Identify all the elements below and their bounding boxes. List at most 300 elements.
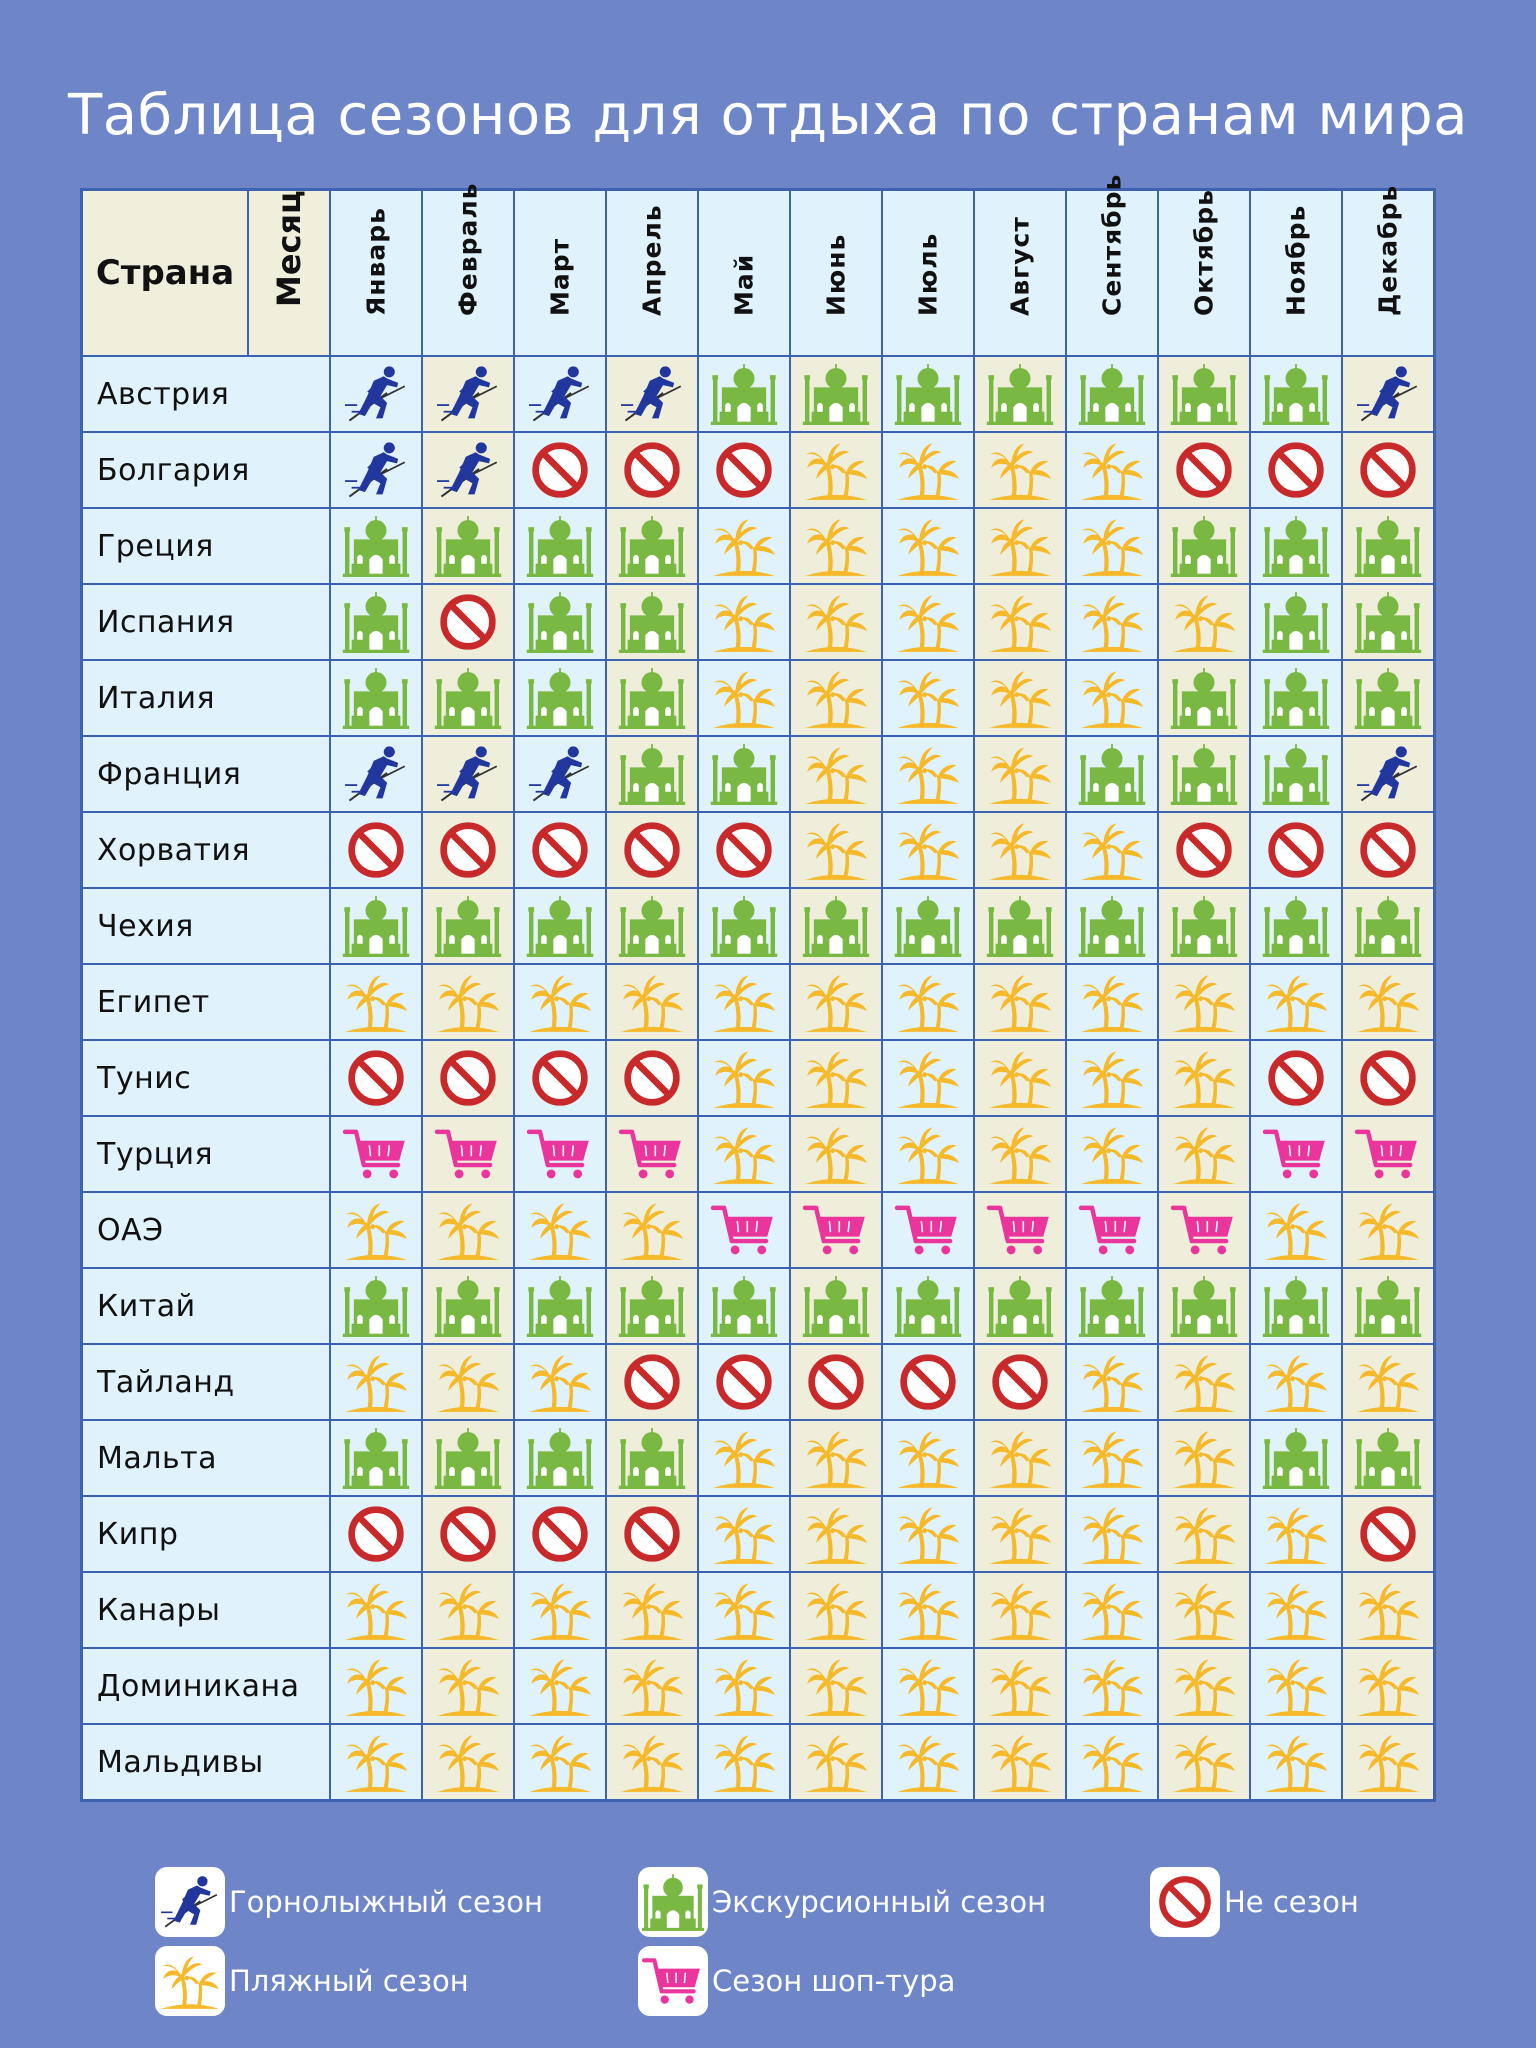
season-cell — [422, 1344, 514, 1420]
season-cell — [974, 1268, 1066, 1344]
shopping-cart-icon — [1251, 1123, 1341, 1185]
season-cell — [606, 1344, 698, 1420]
month-header-label: Май — [729, 253, 759, 316]
palm-trees-icon — [883, 515, 973, 577]
palm-trees-icon — [1343, 1351, 1433, 1413]
season-cell — [790, 1192, 882, 1268]
prohibited-icon — [331, 1503, 421, 1565]
palm-trees-icon — [699, 1427, 789, 1489]
palm-trees-icon — [791, 743, 881, 805]
temple-icon — [1251, 743, 1341, 805]
palm-trees-icon — [607, 1655, 697, 1717]
shopping-cart-icon — [607, 1123, 697, 1185]
season-cell — [974, 508, 1066, 584]
season-cell — [514, 1344, 606, 1420]
palm-trees-icon — [1159, 591, 1249, 653]
season-cell — [1158, 1648, 1250, 1724]
season-cell — [1250, 1572, 1342, 1648]
temple-icon — [791, 363, 881, 425]
season-cell — [1342, 736, 1435, 812]
season-cell — [606, 1040, 698, 1116]
month-header — [1158, 190, 1250, 357]
season-cell — [1342, 1572, 1435, 1648]
season-cell — [1250, 1344, 1342, 1420]
prohibited-icon — [1159, 439, 1249, 501]
palm-trees-icon — [699, 1731, 789, 1793]
palm-trees-icon — [1251, 971, 1341, 1033]
season-cell — [422, 736, 514, 812]
season-cell — [606, 964, 698, 1040]
temple-icon — [331, 591, 421, 653]
prohibited-icon — [699, 1351, 789, 1413]
season-cell — [422, 1724, 514, 1801]
temple-icon — [791, 895, 881, 957]
palm-trees-icon — [791, 1503, 881, 1565]
palm-trees-icon — [331, 971, 421, 1033]
table-row — [82, 812, 1435, 888]
palm-trees-icon — [331, 1579, 421, 1641]
season-cell — [514, 1268, 606, 1344]
prohibited-icon — [1251, 819, 1341, 881]
table-row — [82, 888, 1435, 964]
season-cell — [1158, 1116, 1250, 1192]
palm-trees-icon — [699, 1655, 789, 1717]
season-cell — [790, 1344, 882, 1420]
palm-trees-icon — [883, 1579, 973, 1641]
palm-trees-icon — [975, 819, 1065, 881]
legend-item-excursion — [638, 1867, 1046, 1937]
month-header — [790, 190, 882, 357]
temple-icon — [607, 1275, 697, 1337]
season-cell — [606, 1420, 698, 1496]
palm-trees-icon — [515, 1199, 605, 1261]
palm-trees-icon — [607, 1579, 697, 1641]
temple-icon — [699, 743, 789, 805]
table-row — [82, 1040, 1435, 1116]
season-cell — [1342, 1040, 1435, 1116]
season-cell — [974, 1496, 1066, 1572]
country-name: Хорватия — [82, 812, 331, 888]
palm-trees-icon — [1159, 1503, 1249, 1565]
season-cell — [1250, 1192, 1342, 1268]
season-cell — [1250, 964, 1342, 1040]
season-cell — [974, 1572, 1066, 1648]
season-cell — [1158, 508, 1250, 584]
temple-icon — [1251, 895, 1341, 957]
palm-trees-icon — [331, 1655, 421, 1717]
season-cell — [330, 1648, 422, 1724]
table-row — [82, 1192, 1435, 1268]
prohibited-icon — [1251, 439, 1341, 501]
table-row — [82, 1648, 1435, 1724]
season-cell — [974, 584, 1066, 660]
season-cell — [698, 1572, 790, 1648]
palm-trees-icon — [1067, 439, 1157, 501]
country-column-header: Страна — [82, 190, 249, 357]
palm-trees-icon — [791, 1655, 881, 1717]
temple-icon — [423, 895, 513, 957]
country-name: Испания — [82, 584, 331, 660]
palm-trees-icon — [1343, 1731, 1433, 1793]
season-cell — [882, 432, 974, 508]
season-cell — [974, 1724, 1066, 1801]
palm-trees-icon — [331, 1199, 421, 1261]
palm-trees-icon — [515, 1731, 605, 1793]
legend-item-off — [1150, 1867, 1359, 1937]
season-cell — [974, 1420, 1066, 1496]
prohibited-icon — [607, 1503, 697, 1565]
header-row — [82, 190, 1435, 357]
page-title: Таблица сезонов для отдыха по странам мира — [68, 83, 1468, 148]
season-cell — [606, 1724, 698, 1801]
season-cell — [1342, 1344, 1435, 1420]
palm-trees-icon — [883, 1655, 973, 1717]
palm-trees-icon — [1067, 971, 1157, 1033]
season-cell — [1066, 1192, 1158, 1268]
season-cell — [1342, 508, 1435, 584]
season-cell — [882, 1192, 974, 1268]
season-cell — [1342, 660, 1435, 736]
season-cell — [514, 812, 606, 888]
shopping-cart-icon — [1067, 1199, 1157, 1261]
shopping-cart-icon — [1343, 1123, 1433, 1185]
season-cell — [1158, 1420, 1250, 1496]
season-cell — [1250, 1116, 1342, 1192]
season-cell — [1158, 1572, 1250, 1648]
palm-trees-icon — [155, 1946, 225, 2016]
palm-trees-icon — [883, 743, 973, 805]
season-cell — [1250, 508, 1342, 584]
season-cell — [1342, 432, 1435, 508]
shopping-cart-icon — [331, 1123, 421, 1185]
season-cell — [422, 508, 514, 584]
table-row — [82, 432, 1435, 508]
country-name: Мальдивы — [82, 1724, 331, 1801]
season-cell — [514, 1648, 606, 1724]
month-header — [882, 190, 974, 357]
season-cell — [974, 736, 1066, 812]
palm-trees-icon — [331, 1351, 421, 1413]
palm-trees-icon — [791, 971, 881, 1033]
month-column-header-label: Месяц — [270, 190, 308, 307]
season-cell — [514, 736, 606, 812]
temple-icon — [1067, 895, 1157, 957]
season-cell — [330, 432, 422, 508]
shopping-cart-icon — [975, 1199, 1065, 1261]
season-cell — [1066, 888, 1158, 964]
temple-icon — [1251, 515, 1341, 577]
season-cell — [974, 1648, 1066, 1724]
season-cell — [790, 432, 882, 508]
table-row — [82, 508, 1435, 584]
season-cell — [514, 432, 606, 508]
season-cell — [790, 584, 882, 660]
country-name: Кипр — [82, 1496, 331, 1572]
temple-icon — [515, 667, 605, 729]
country-name: Египет — [82, 964, 331, 1040]
season-cell — [1066, 1648, 1158, 1724]
palm-trees-icon — [423, 1731, 513, 1793]
season-cell — [514, 888, 606, 964]
temple-icon — [975, 895, 1065, 957]
season-cell — [790, 964, 882, 1040]
temple-icon — [331, 895, 421, 957]
temple-icon — [607, 591, 697, 653]
season-cell — [1158, 888, 1250, 964]
season-cell — [422, 584, 514, 660]
temple-icon — [975, 363, 1065, 425]
skier-icon — [331, 743, 421, 805]
month-header-label: Январь — [361, 207, 391, 316]
season-cell — [974, 660, 1066, 736]
season-cell — [330, 888, 422, 964]
palm-trees-icon — [883, 971, 973, 1033]
season-cell — [422, 1420, 514, 1496]
season-cell — [422, 660, 514, 736]
legend-item-shop — [638, 1946, 955, 2016]
season-cell — [330, 736, 422, 812]
prohibited-icon — [515, 439, 605, 501]
temple-icon — [515, 1275, 605, 1337]
country-name: Австрия — [82, 356, 331, 432]
season-cell — [1342, 1116, 1435, 1192]
prohibited-icon — [1343, 819, 1433, 881]
prohibited-icon — [699, 819, 789, 881]
month-header-label: Сентябрь — [1097, 173, 1127, 316]
season-cell — [422, 888, 514, 964]
season-cell — [698, 1496, 790, 1572]
palm-trees-icon — [791, 1427, 881, 1489]
shopping-cart-icon — [699, 1199, 789, 1261]
season-cell — [606, 888, 698, 964]
palm-trees-icon — [1067, 1503, 1157, 1565]
season-cell — [698, 812, 790, 888]
temple-icon — [331, 1275, 421, 1337]
season-cell — [882, 736, 974, 812]
season-cell — [330, 812, 422, 888]
season-cell — [1066, 1572, 1158, 1648]
season-cell — [882, 888, 974, 964]
palm-trees-icon — [423, 971, 513, 1033]
palm-trees-icon — [1067, 1123, 1157, 1185]
temple-icon — [515, 895, 605, 957]
temple-icon — [638, 1867, 708, 1937]
temple-icon — [1343, 515, 1433, 577]
month-header-label: Июль — [913, 232, 943, 316]
table-body — [82, 356, 1435, 1801]
season-cell — [1158, 812, 1250, 888]
season-cell — [1342, 1268, 1435, 1344]
season-cell — [882, 964, 974, 1040]
season-cell — [422, 1116, 514, 1192]
palm-trees-icon — [699, 971, 789, 1033]
prohibited-icon — [331, 819, 421, 881]
season-cell — [606, 1572, 698, 1648]
season-cell — [1066, 432, 1158, 508]
season-cell — [514, 1496, 606, 1572]
month-header — [1066, 173, 1158, 357]
season-cell — [1250, 1268, 1342, 1344]
month-header-label: Август — [1005, 216, 1035, 316]
palm-trees-icon — [975, 1655, 1065, 1717]
table-row — [82, 964, 1435, 1040]
temple-icon — [699, 895, 789, 957]
prohibited-icon — [423, 1047, 513, 1109]
palm-trees-icon — [975, 1047, 1065, 1109]
palm-trees-icon — [1251, 1655, 1341, 1717]
season-cell — [790, 1268, 882, 1344]
season-cell — [422, 1192, 514, 1268]
palm-trees-icon — [975, 667, 1065, 729]
season-cell — [330, 1420, 422, 1496]
prohibited-icon — [1343, 1503, 1433, 1565]
season-cell — [1250, 888, 1342, 964]
season-cell — [882, 1724, 974, 1801]
legend-label: Не сезон — [1224, 1885, 1359, 1919]
season-cell — [698, 1040, 790, 1116]
season-cell — [606, 1268, 698, 1344]
table-row — [82, 1572, 1435, 1648]
country-name: Канары — [82, 1572, 331, 1648]
palm-trees-icon — [699, 1047, 789, 1109]
season-cell — [514, 1116, 606, 1192]
country-name: Доминикана — [82, 1648, 331, 1724]
season-cell — [422, 964, 514, 1040]
temple-icon — [515, 1427, 605, 1489]
legend-label: Сезон шоп-тура — [712, 1964, 956, 1998]
palm-trees-icon — [1067, 1351, 1157, 1413]
season-cell — [606, 508, 698, 584]
palm-trees-icon — [975, 439, 1065, 501]
month-header-label: Март — [545, 237, 575, 316]
shopping-cart-icon — [515, 1123, 605, 1185]
temple-icon — [331, 1427, 421, 1489]
season-cell — [698, 1116, 790, 1192]
country-name: Греция — [82, 508, 331, 584]
season-cell — [698, 356, 790, 432]
season-cell — [1250, 1724, 1342, 1801]
month-header — [974, 190, 1066, 357]
temple-icon — [607, 895, 697, 957]
temple-icon — [883, 1275, 973, 1337]
season-cell — [422, 1496, 514, 1572]
palm-trees-icon — [331, 1731, 421, 1793]
month-header-label: Июнь — [821, 233, 851, 316]
prohibited-icon — [515, 819, 605, 881]
season-cell — [974, 964, 1066, 1040]
season-cell — [422, 356, 514, 432]
season-cell — [514, 1420, 606, 1496]
temple-icon — [1251, 363, 1341, 425]
season-cell — [330, 964, 422, 1040]
table-row — [82, 1420, 1435, 1496]
country-name: Чехия — [82, 888, 331, 964]
season-cell — [698, 1724, 790, 1801]
season-cell — [882, 1420, 974, 1496]
palm-trees-icon — [1159, 1427, 1249, 1489]
season-cell — [1342, 356, 1435, 432]
season-cell — [422, 1648, 514, 1724]
palm-trees-icon — [699, 667, 789, 729]
season-cell — [1342, 1496, 1435, 1572]
season-cell — [698, 1268, 790, 1344]
palm-trees-icon — [1343, 1579, 1433, 1641]
month-column-header — [248, 190, 330, 357]
season-cell — [1158, 356, 1250, 432]
country-name: Турция — [82, 1116, 331, 1192]
palm-trees-icon — [883, 1731, 973, 1793]
season-cell — [882, 1268, 974, 1344]
season-cell — [1158, 1040, 1250, 1116]
season-cell — [882, 660, 974, 736]
month-header — [330, 190, 422, 357]
palm-trees-icon — [1343, 971, 1433, 1033]
palm-trees-icon — [1159, 971, 1249, 1033]
season-cell — [882, 508, 974, 584]
palm-trees-icon — [791, 667, 881, 729]
palm-trees-icon — [791, 819, 881, 881]
shopping-cart-icon — [883, 1199, 973, 1261]
table-row — [82, 1496, 1435, 1572]
temple-icon — [1067, 1275, 1157, 1337]
season-cell — [514, 964, 606, 1040]
season-cell — [882, 1040, 974, 1116]
table-row — [82, 1724, 1435, 1801]
season-cell — [330, 660, 422, 736]
palm-trees-icon — [883, 819, 973, 881]
season-cell — [1250, 356, 1342, 432]
prohibited-icon — [1343, 1047, 1433, 1109]
temple-icon — [699, 1275, 789, 1337]
season-cell — [882, 1496, 974, 1572]
prohibited-icon — [699, 439, 789, 501]
prohibited-icon — [607, 439, 697, 501]
season-cell — [1066, 508, 1158, 584]
season-cell — [1066, 736, 1158, 812]
season-cell — [330, 1344, 422, 1420]
temple-icon — [423, 515, 513, 577]
table-row — [82, 1268, 1435, 1344]
month-header — [1342, 184, 1435, 357]
season-cell — [330, 584, 422, 660]
skier-icon — [423, 363, 513, 425]
month-header — [514, 190, 606, 357]
season-cell — [422, 812, 514, 888]
season-cell — [698, 736, 790, 812]
season-cell — [882, 1572, 974, 1648]
season-cell — [514, 1040, 606, 1116]
month-header-label: Октябрь — [1189, 189, 1219, 316]
month-header-label: Ноябрь — [1281, 204, 1311, 316]
season-cell — [1342, 584, 1435, 660]
temple-icon — [515, 591, 605, 653]
shopping-cart-icon — [791, 1199, 881, 1261]
temple-icon — [607, 515, 697, 577]
temple-icon — [607, 667, 697, 729]
temple-icon — [1251, 1275, 1341, 1337]
palm-trees-icon — [1251, 1503, 1341, 1565]
season-cell — [790, 1040, 882, 1116]
temple-icon — [1159, 1275, 1249, 1337]
season-cell — [790, 1496, 882, 1572]
temple-icon — [1251, 667, 1341, 729]
season-cell — [1066, 1268, 1158, 1344]
season-cell — [514, 1572, 606, 1648]
season-cell — [1158, 1268, 1250, 1344]
season-cell — [790, 356, 882, 432]
season-cell — [1342, 1724, 1435, 1801]
palm-trees-icon — [515, 1579, 605, 1641]
